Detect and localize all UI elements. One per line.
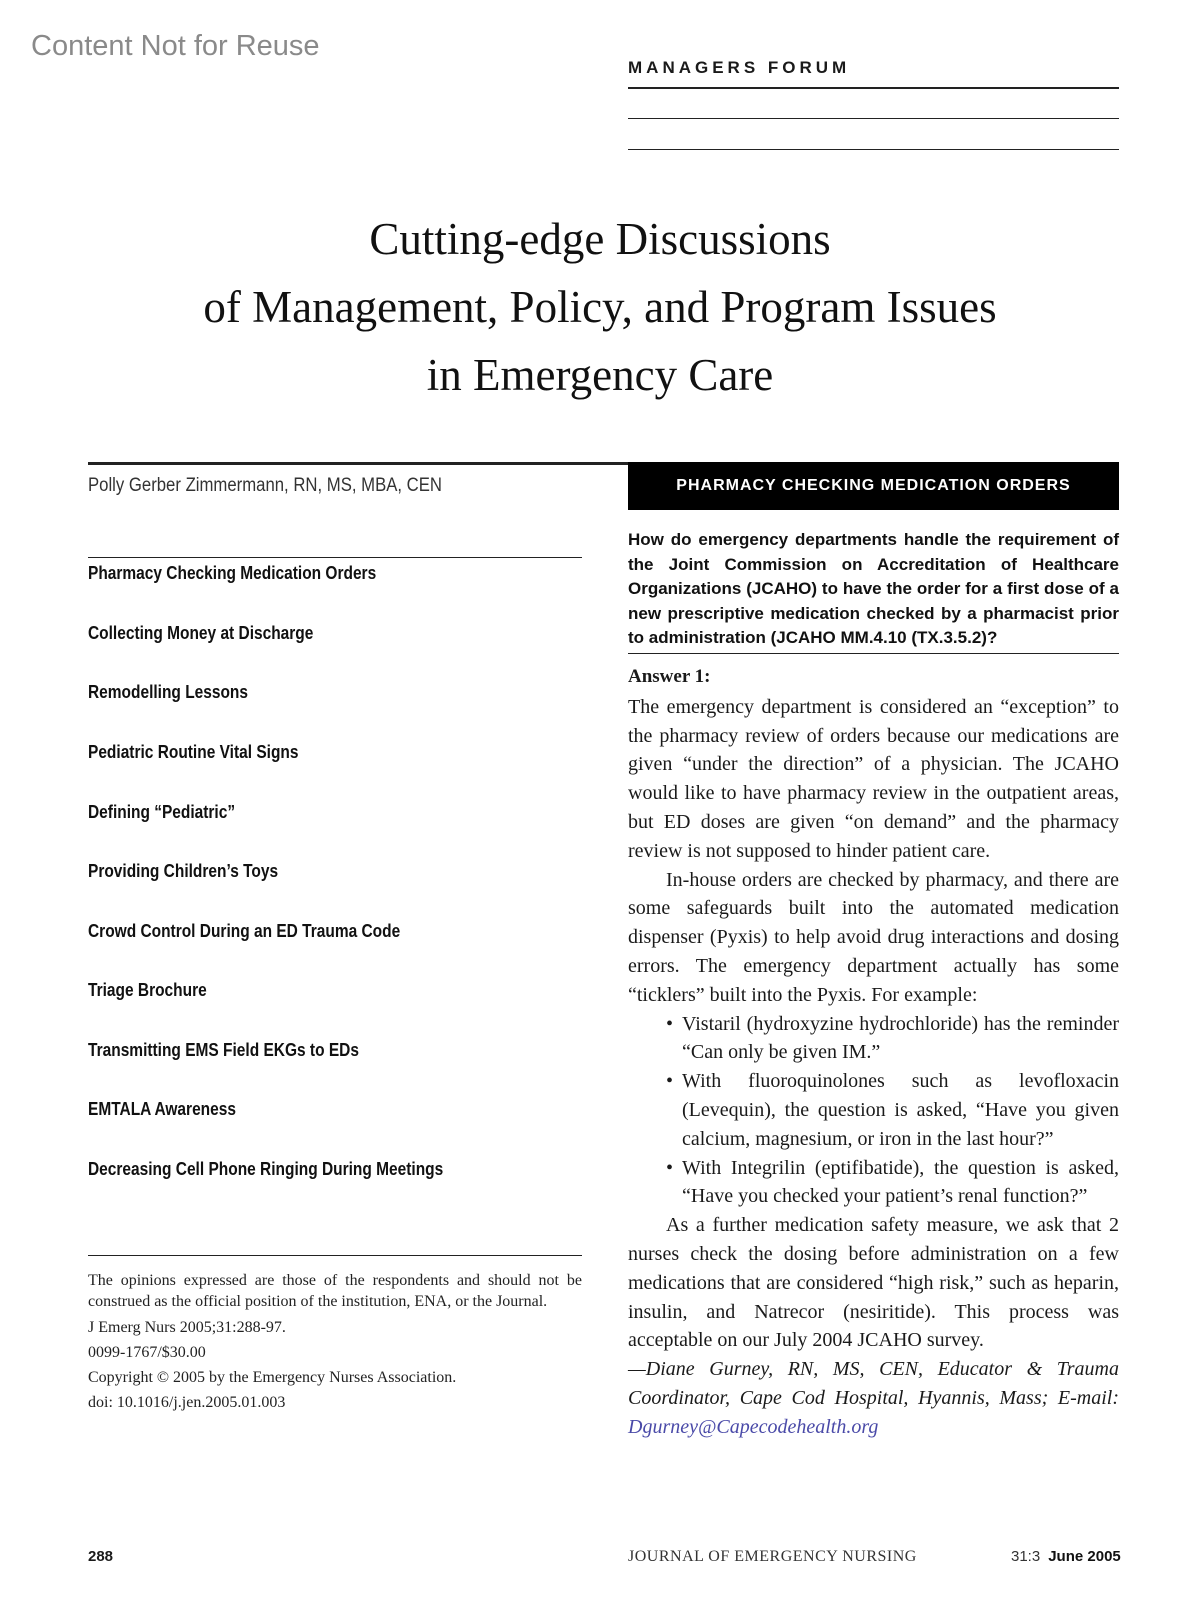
author-byline: Polly Gerber Zimmermann, RN, MS, MBA, CEN	[88, 475, 442, 496]
issue-date: June 2005	[1048, 1548, 1121, 1565]
journal-name: JOURNAL OF EMERGENCY NURSING	[628, 1548, 917, 1565]
attribution-text: —Diane Gurney, RN, MS, CEN, Educator & Trauma Coordinator, Cape Cod Hospital, Hyannis, Mass; E-mail:	[628, 1358, 1119, 1409]
title-line-2: of Management, Policy, and Program Issues	[203, 282, 997, 332]
section-header: MANAGERS FORUM	[628, 58, 851, 77]
title-line-3: in Emergency Care	[426, 350, 774, 400]
column-banner: PHARMACY CHECKING MEDICATION ORDERS	[628, 462, 1119, 510]
page-title	[0, 205, 1200, 409]
issue-info	[1011, 1548, 1121, 1565]
toc-item: Providing Children’s Toys	[88, 861, 279, 881]
toc-item: Defining “Pediatric”	[88, 802, 236, 822]
top-left-rule	[88, 462, 628, 465]
footnote-disclaimer: The opinions expressed are those of the respondents and should not be construed as the official position of the institution, ENA, or the Journal.	[88, 1272, 582, 1310]
answer-body	[628, 663, 1119, 1442]
header-rule-3	[628, 149, 1119, 150]
attribution	[628, 1355, 1119, 1441]
footnote	[88, 1270, 582, 1415]
column-question: How do emergency departments handle the requirement of the Joint Commission on Accreditation of Healthcare Organizations (JCAHO) to have the order for a first dose of a new prescriptive medication checked by a pharmacist prior to administration (JCAHO MM.4.10 (TX.3.5.2)?	[628, 530, 1119, 647]
toc-item: Collecting Money at Discharge	[88, 623, 314, 643]
toc-item: Remodelling Lessons	[88, 682, 249, 702]
header-rule-2	[628, 118, 1119, 119]
question-rule	[628, 653, 1119, 654]
footnote-issn: 0099-1767/$30.00	[88, 1344, 206, 1361]
footnote-citation: J Emerg Nurs 2005;31:288-97.	[88, 1319, 286, 1336]
list-item: • With fluoroquinolones such as levofloxacin (Levequin), the question is asked, “Have you given calcium, magnesium, or iron in the last hour?”	[682, 1067, 1119, 1153]
answer-paragraph-2: In-house orders are checked by pharmacy, and there are some safeguards built into the automated medication dispenser (Pyxis) to help avoid drug interactions and dosing errors. The emergency department actually has some “ticklers” built into the Pyxis. For example:	[628, 868, 1119, 1006]
toc-item: Decreasing Cell Phone Ringing During Meetings	[88, 1159, 444, 1179]
answer-bullet-list	[628, 1010, 1119, 1212]
page-number: 288	[88, 1548, 114, 1565]
footnote-rule	[88, 1255, 582, 1256]
email-link[interactable]: Dgurney@Capecodehealth.org	[628, 1415, 879, 1438]
footnote-copyright: Copyright © 2005 by the Emergency Nurses Association.	[88, 1369, 457, 1386]
toc-top-rule	[88, 557, 582, 558]
answer-paragraph-1: The emergency department is considered an “exception” to the pharmacy review of orders because our medications are given “under the direction” of a physician. The JCAHO would like to have pharmacy review in the outpatient areas, but ED doses are given “on demand” and the pharmacy review is not supposed to hinder patient care.	[628, 695, 1119, 862]
volume: 31:3	[1011, 1548, 1041, 1565]
answer-paragraph-3: As a further medication safety measure, we ask that 2 nurses check the dosing before administration on a few medications that are considered “high risk,” such as heparin, insulin, and Natrecor (nesiritide). This process was acceptable on our July 2004 JCAHO survey.	[628, 1214, 1119, 1352]
toc-item: Crowd Control During an ED Trauma Code	[88, 921, 401, 941]
toc-item: Pediatric Routine Vital Signs	[88, 742, 299, 762]
toc-item: Triage Brochure	[88, 980, 207, 1000]
toc-item: EMTALA Awareness	[88, 1099, 236, 1119]
toc-item: Pharmacy Checking Medication Orders	[88, 563, 377, 583]
list-item: • Vistaril (hydroxyzine hydrochloride) has the reminder “Can only be given IM.”	[682, 1010, 1119, 1068]
watermark: Content Not for Reuse	[31, 30, 320, 62]
header-rule-1	[628, 87, 1119, 89]
answer-label: Answer 1:	[628, 666, 711, 687]
toc-item: Transmitting EMS Field EKGs to EDs	[88, 1040, 359, 1060]
title-line-1: Cutting-edge Discussions	[369, 214, 831, 264]
footnote-doi: doi: 10.1016/j.jen.2005.01.003	[88, 1394, 286, 1411]
list-item: • With Integrilin (eptifibatide), the question is asked, “Have you checked your patient’s renal function?”	[682, 1154, 1119, 1212]
